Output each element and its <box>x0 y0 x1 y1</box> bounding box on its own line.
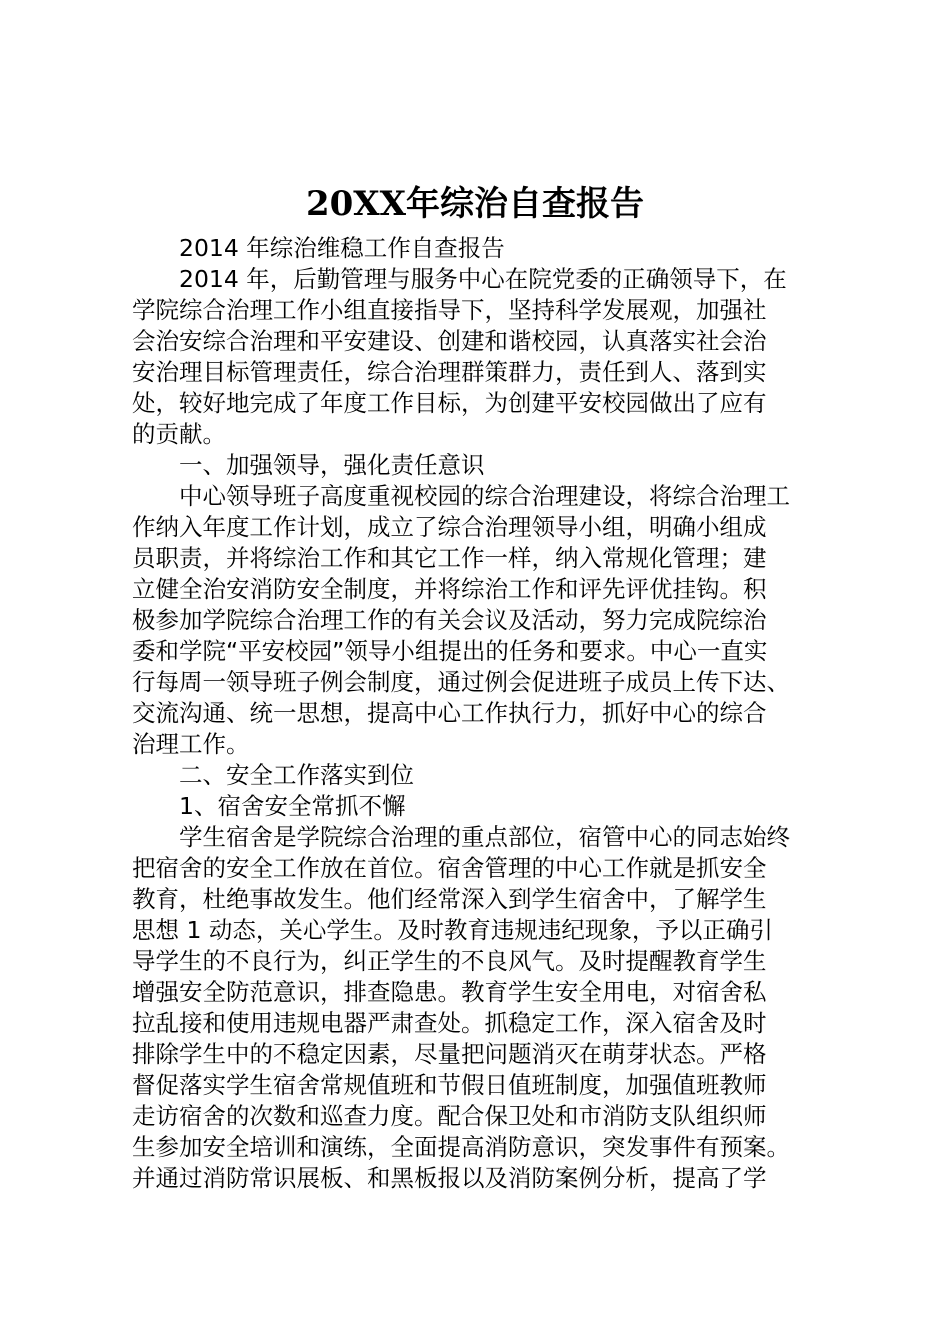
subsection-heading: 1、宿舍安全常抓不懈 <box>132 792 406 820</box>
text-line: 走访宿舍的次数和巡查力度。配合保卫处和市消防支队组织师 <box>132 1102 767 1130</box>
text-line: 立健全治安消防安全制度，并将综治工作和评先评优挂钩。积 <box>132 575 767 603</box>
text-line: 教育，杜绝事故发生。他们经常深入到学生宿舍中，了解学生 <box>132 885 767 913</box>
text-line: 治理工作。 <box>132 730 250 758</box>
text-line: 增强安全防范意识，排查隐患。教育学生安全用电，对宿舍私 <box>132 978 767 1006</box>
title-text: 年综治自查报告 <box>406 184 645 224</box>
text-line: 生参加安全培训和演练，全面提高消防意识，突发事件有预案。 <box>132 1133 790 1161</box>
text-line: 并通过消防常识展板、和黑板报以及消防案例分析，提高了学 <box>132 1164 767 1192</box>
text-line: 安治理目标管理责任，综合治理群策群力，责任到人、落到实 <box>132 358 767 386</box>
text-line: 交流沟通、统一思想，提高中心工作执行力，抓好中心的综合 <box>132 699 767 727</box>
text-line: 拉乱接和使用违规电器严肃查处。抓稳定工作，深入宿舍及时 <box>132 1009 767 1037</box>
text-line: 员职责，并将综治工作和其它工作一样，纳入常规化管理；建 <box>132 544 767 572</box>
text-line: 学院综合治理工作小组直接指导下，坚持科学发展观，加强社 <box>132 296 767 324</box>
text-line: 把宿舍的安全工作放在首位。宿舍管理的中心工作就是抓安全 <box>132 854 767 882</box>
text-line: 导学生的不良行为，纠正学生的不良风气。及时提醒教育学生 <box>132 947 767 975</box>
document-body <box>132 233 832 1194</box>
text-line: 行每周一领导班子例会制度，通过例会促进班子成员上传下达、 <box>132 668 790 696</box>
title-year: 20XX <box>305 184 407 224</box>
text-line: 2014 年，后勤管理与服务中心在院党委的正确领导下，在 <box>132 265 787 293</box>
text-line: 处，较好地完成了年度工作目标，为创建平安校园做出了应有 <box>132 389 767 417</box>
text-line: 督促落实学生宿舍常规值班和节假日值班制度，加强值班教师 <box>132 1071 767 1099</box>
text-line: 极参加学院综合治理工作的有关会议及活动，努力完成院综治 <box>132 606 767 634</box>
section-heading: 一、加强领导，强化责任意识 <box>132 451 485 479</box>
text-line: 会治安综合治理和平安建设、创建和谐校园，认真落实社会治 <box>132 327 767 355</box>
text-line: 学生宿舍是学院综合治理的重点部位，宿管中心的同志始终 <box>132 823 790 851</box>
text-line: 思想 1 动态，关心学生。及时教育违规违纪现象，予以正确引 <box>132 916 773 944</box>
text-line: 2014 年综治维稳工作自查报告 <box>132 234 505 262</box>
text-line: 中心领导班子高度重视校园的综合治理建设，将综合治理工 <box>132 482 790 510</box>
text-line: 作纳入年度工作计划，成立了综合治理领导小组，明确小组成 <box>132 513 767 541</box>
text-line: 排除学生中的不稳定因素，尽量把问题消灭在萌芽状态。严格 <box>132 1040 767 1068</box>
text-line: 的贡献。 <box>132 420 226 448</box>
section-heading: 二、安全工作落实到位 <box>132 761 414 789</box>
document-title <box>0 180 950 228</box>
text-line: 委和学院“平安校园”领导小组提出的任务和要求。中心一直实 <box>132 637 768 665</box>
